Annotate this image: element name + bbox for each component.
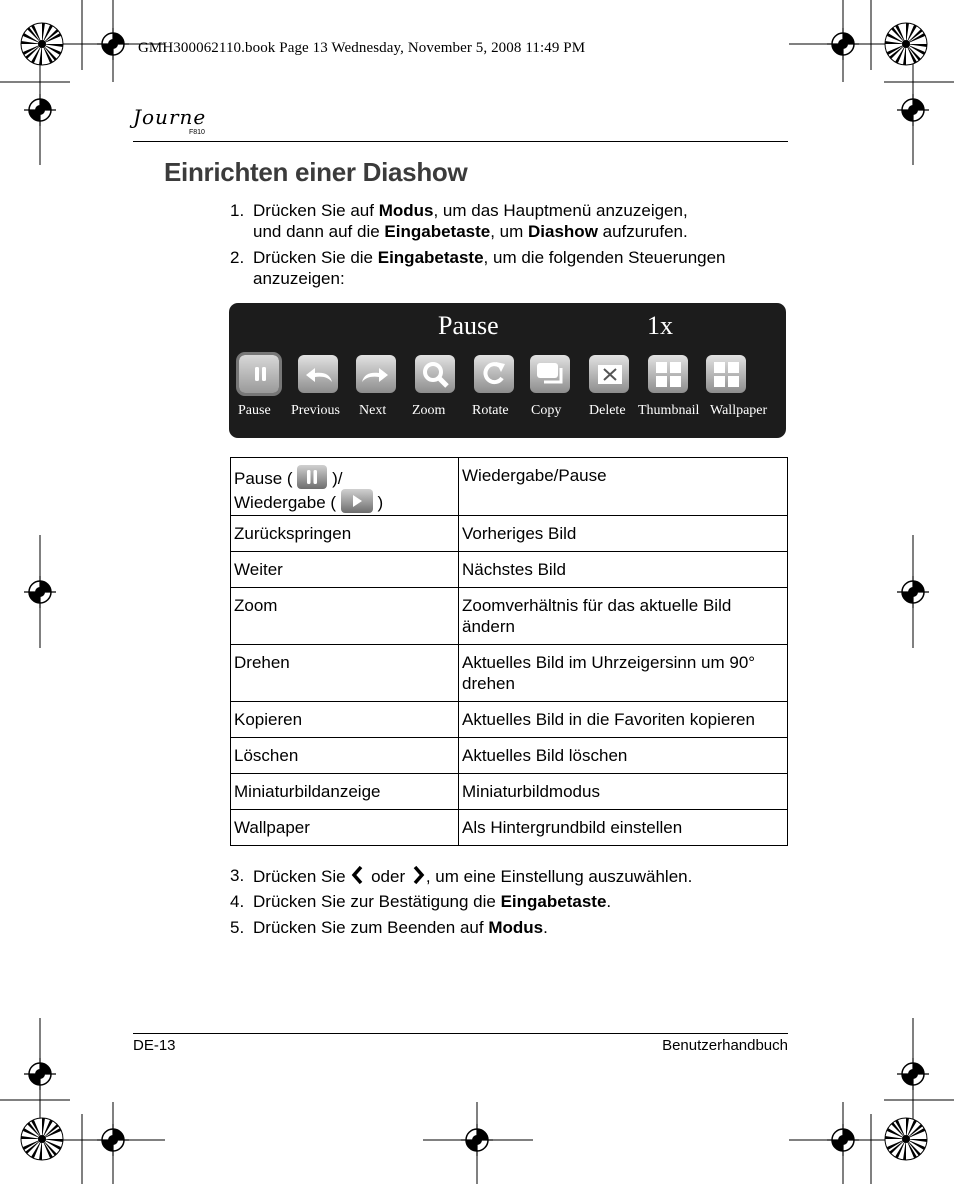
list-item [230, 200, 726, 242]
step-text: und dann auf die [253, 222, 385, 241]
steps-list-intro [230, 200, 726, 294]
step-number: 3. [230, 866, 245, 885]
step-text: . [543, 918, 548, 937]
step-text: , um [490, 222, 529, 241]
wallpaper-grid-icon [706, 355, 746, 393]
delete-icon [589, 355, 629, 393]
control-label: Rotate [472, 403, 509, 418]
previous-arrow-icon [298, 355, 338, 393]
chevron-right-icon [410, 865, 426, 885]
step-text: , um eine Einstellung auszuwählen. [425, 867, 693, 886]
description-cell: Vorheriges Bild [459, 516, 788, 552]
footer-page-number: DE-13 [133, 1037, 176, 1054]
playback-speed: 1x [647, 311, 673, 340]
step-text: Drücken Sie [253, 867, 346, 886]
step-text: aufzurufen. [597, 222, 688, 241]
description-cell: Miniaturbildmodus [459, 774, 788, 810]
table-row [231, 810, 788, 846]
copy-icon [530, 355, 570, 393]
control-next-button[interactable] [352, 355, 400, 395]
step-text: anzuzeigen: [253, 269, 345, 288]
header-rule [133, 141, 788, 142]
step-number: 2. [230, 248, 245, 267]
print-header: GMH300062110.book Page 13 Wednesday, November 5, 2008 11:49 PM [138, 40, 586, 56]
step-text: Drücken Sie auf [253, 201, 379, 220]
description-cell: Als Hintergrundbild einstellen [459, 810, 788, 846]
control-cell: Zurückspringen [231, 516, 459, 552]
control-previous-button[interactable] [294, 355, 342, 395]
control-cell [231, 458, 459, 516]
step-text: oder [371, 867, 406, 886]
step-text: , um die folgenden Steuerungen [483, 248, 726, 267]
play-icon [341, 489, 373, 513]
brand-script: Journe [133, 105, 207, 129]
description-cell: Aktuelles Bild im Uhrzeigersinn um 90° drehen [459, 645, 788, 702]
play-label-close: ) [377, 493, 384, 512]
step-number: 4. [230, 892, 245, 911]
table-row [231, 458, 788, 516]
brand-model: F810 [189, 129, 205, 136]
control-label: Copy [531, 403, 562, 418]
pause-icon [297, 465, 327, 489]
table-row [231, 588, 788, 645]
slideshow-control-panel [229, 303, 786, 438]
table-row [231, 702, 788, 738]
step-bold-text: Eingabetaste [377, 248, 484, 267]
control-label: Previous [291, 403, 340, 418]
description-cell: Nächstes Bild [459, 552, 788, 588]
magnifier-icon [415, 355, 455, 393]
page-title: Einrichten einer Diashow [164, 157, 468, 187]
step-bold-text: Eingabetaste [500, 892, 607, 911]
table-row [231, 738, 788, 774]
control-zoom-button[interactable] [411, 355, 459, 395]
step-bold-text: Eingabetaste [384, 222, 491, 241]
rotate-icon [474, 355, 514, 393]
step-text: . [606, 892, 612, 911]
play-label: Wiedergabe ( [234, 493, 337, 512]
description-cell: Aktuelles Bild in die Favoriten kopieren [459, 702, 788, 738]
table-row [231, 516, 788, 552]
control-cell: Kopieren [231, 702, 459, 738]
control-delete-button[interactable] [585, 355, 633, 395]
list-item [230, 891, 692, 912]
table-row [231, 552, 788, 588]
control-rotate-button[interactable] [470, 355, 518, 395]
control-cell: Zoom [231, 588, 459, 645]
table-row [231, 645, 788, 702]
control-label: Pause [238, 403, 271, 418]
control-label: Next [359, 403, 387, 418]
step-text: Drücken Sie zum Beenden auf [253, 918, 489, 937]
step-bold-text: Modus [488, 918, 544, 937]
footer-rule [133, 1033, 788, 1034]
step-bold-text: Diashow [528, 222, 598, 241]
step-text: Drücken Sie die [253, 248, 378, 267]
list-item [230, 865, 692, 887]
thumbnail-grid-icon [648, 355, 688, 393]
control-label: Delete [589, 403, 626, 418]
control-label: Zoom [412, 403, 446, 418]
control-cell: Drehen [231, 645, 459, 702]
step-text: Drücken Sie zur Bestätigung die [253, 892, 501, 911]
list-item [230, 247, 726, 289]
playback-state: Pause [438, 311, 499, 340]
pause-icon [239, 355, 279, 393]
control-cell: Löschen [231, 738, 459, 774]
control-cell: Wallpaper [231, 810, 459, 846]
controls-table [230, 457, 788, 846]
control-wallpaper-button[interactable] [702, 355, 750, 395]
control-copy-button[interactable] [526, 355, 574, 395]
pause-label-close: )/ [332, 469, 343, 488]
description-cell: Wiedergabe/Pause [459, 458, 788, 516]
control-thumbnail-button[interactable] [644, 355, 692, 395]
footer-doc-title: Benutzerhandbuch [662, 1037, 788, 1054]
list-item [230, 917, 692, 938]
control-pause-button[interactable] [235, 355, 283, 395]
pause-label: Pause ( [234, 469, 293, 488]
control-cell: Weiter [231, 552, 459, 588]
control-label: Wallpaper [710, 403, 768, 418]
brand-logo [133, 105, 213, 140]
control-label: Thumbnail [638, 403, 700, 418]
step-number: 1. [230, 201, 245, 220]
next-arrow-icon [356, 355, 396, 393]
step-bold-text: Modus [378, 201, 434, 220]
description-cell: Zoomverhältnis für das aktuelle Bild ändern [459, 588, 788, 645]
control-cell: Miniaturbildanzeige [231, 774, 459, 810]
table-row [231, 774, 788, 810]
chevron-left-icon [350, 865, 366, 885]
step-number: 5. [230, 918, 245, 937]
steps-list-final [230, 865, 692, 943]
description-cell: Aktuelles Bild löschen [459, 738, 788, 774]
step-text: , um das Hauptmenü anzuzeigen, [433, 201, 688, 220]
